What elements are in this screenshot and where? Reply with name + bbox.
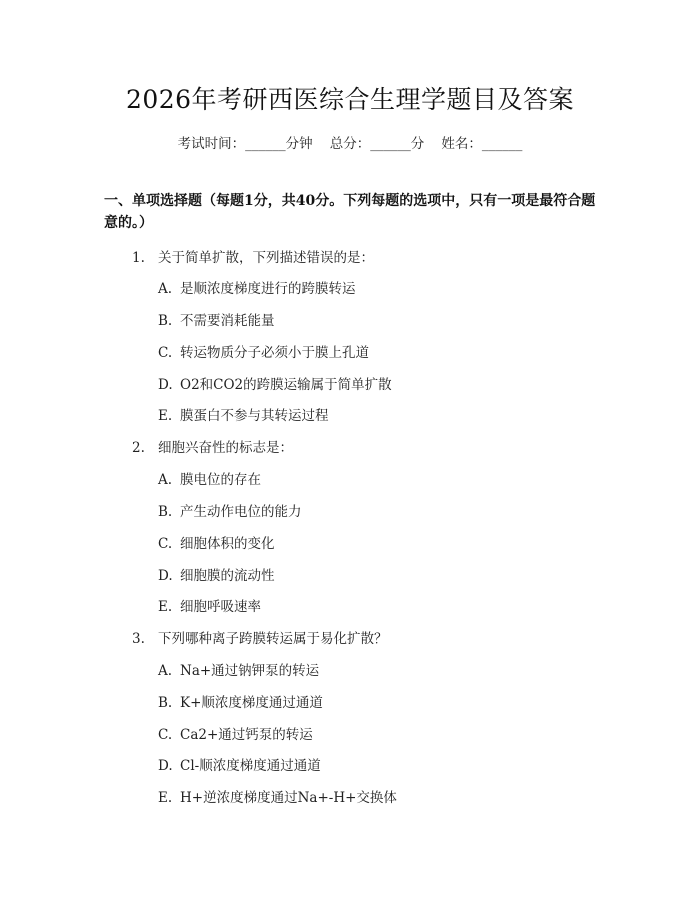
option-letter: D. <box>158 568 173 584</box>
question-3-option-a <box>158 659 319 679</box>
question-1-option-b <box>158 309 275 329</box>
question-text: 下列哪种离子跨膜转运属于易化扩散？ <box>158 631 388 647</box>
option-letter: E. <box>158 790 173 806</box>
question-number: 2. <box>132 440 145 456</box>
option-text: 细胞呼吸速率 <box>180 599 261 615</box>
option-text: Cl-顺浓度梯度通过通道 <box>180 758 321 774</box>
question-text: 细胞兴奋性的标志是： <box>158 440 293 456</box>
option-text: 转运物质分子必须小于膜上孔道 <box>180 345 369 361</box>
option-letter: C. <box>158 345 173 361</box>
option-letter: E. <box>158 408 173 424</box>
option-letter: B. <box>158 695 173 711</box>
option-text: 细胞体积的变化 <box>180 536 275 552</box>
option-text: O2和CO2的跨膜运输属于简单扩散 <box>180 377 392 393</box>
page-title: 2026年考研西医综合生理学题目及答案 <box>125 85 575 114</box>
section-heading: 一、单项选择题（每题1分，共40分。下列每题的选项中，只有一项是最符合题意的。） <box>104 193 596 231</box>
question-text: 关于简单扩散，下列描述错误的是： <box>158 250 374 266</box>
option-letter: B. <box>158 313 173 329</box>
option-text: Na+通过钠钾泵的转运 <box>180 663 320 679</box>
question-1 <box>132 246 374 266</box>
question-2-option-d <box>158 564 275 584</box>
question-2 <box>132 436 293 456</box>
question-number: 3. <box>132 631 145 647</box>
option-text: H+逆浓度梯度通过Na+-H+交换体 <box>180 790 397 806</box>
question-3 <box>132 627 388 647</box>
option-letter: A. <box>158 472 173 488</box>
option-text: Ca2+通过钙泵的转运 <box>180 727 313 743</box>
question-2-option-a <box>158 468 261 488</box>
question-1-option-a <box>158 277 356 297</box>
option-letter: C. <box>158 536 173 552</box>
option-letter: D. <box>158 758 173 774</box>
question-2-option-c <box>158 532 275 552</box>
question-3-option-b <box>158 691 323 711</box>
question-1-option-d <box>158 373 392 393</box>
option-letter: D. <box>158 377 173 393</box>
exam-meta-line: 考试时间：______分钟 总分：______分 姓名：______ <box>177 136 523 152</box>
option-text: 细胞膜的流动性 <box>180 568 275 584</box>
option-letter: C. <box>158 727 173 743</box>
option-text: K+顺浓度梯度通过通道 <box>180 695 323 711</box>
option-text: 不需要消耗能量 <box>180 313 275 329</box>
option-text: 膜电位的存在 <box>180 472 261 488</box>
question-1-option-c <box>158 341 369 361</box>
question-2-option-b <box>158 500 302 520</box>
question-3-option-d <box>158 754 321 774</box>
option-text: 膜蛋白不参与其转运过程 <box>180 408 329 424</box>
option-letter: A. <box>158 663 173 679</box>
option-letter: E. <box>158 599 173 615</box>
question-2-option-e <box>158 595 261 615</box>
option-letter: A. <box>158 281 173 297</box>
question-1-option-e <box>158 404 329 424</box>
question-3-option-e <box>158 786 397 806</box>
option-letter: B. <box>158 504 173 520</box>
option-text: 是顺浓度梯度进行的跨膜转运 <box>180 281 356 297</box>
question-3-option-c <box>158 723 313 743</box>
question-number: 1. <box>132 250 145 266</box>
option-text: 产生动作电位的能力 <box>180 504 302 520</box>
